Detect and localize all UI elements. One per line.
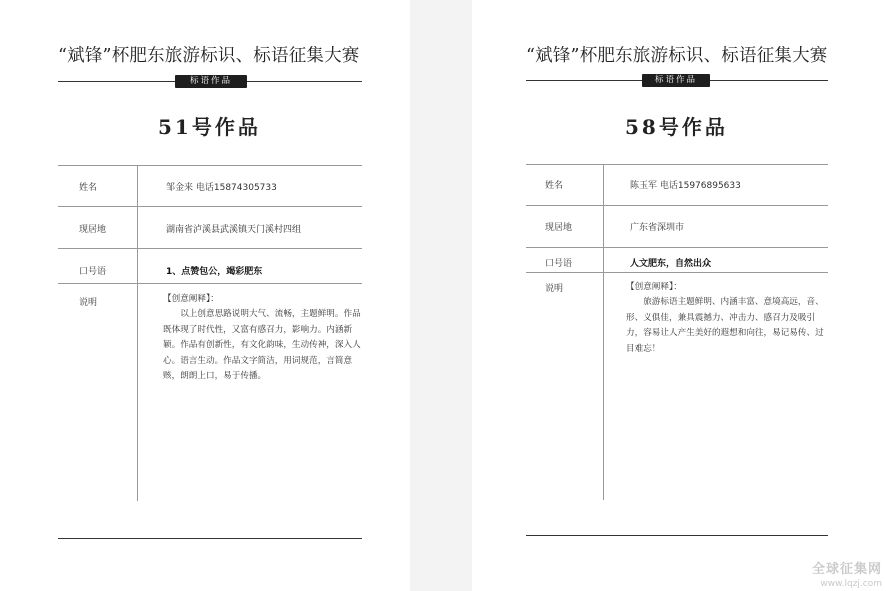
section-badge: 标语作品 [175,75,247,88]
table-top-border [58,165,362,166]
section-badge: 标语作品 [642,74,710,87]
table-row-divider [58,283,362,284]
address-value: 广东省深圳市 [630,223,685,233]
table-column-divider [603,164,604,500]
name-label: 姓名 [79,183,98,193]
note-heading: 【创意阐释】： [626,282,682,292]
entry-sheet-left [0,0,410,591]
table-column-divider [137,165,138,501]
note-description [626,280,826,357]
watermark-title: 全球征集网 [811,562,882,577]
note-heading: 【创意阐释】： [163,294,219,304]
table-row-divider [526,205,828,206]
note-body: 旅游标语主题鲜明、内涵丰富、意境高远，音、形、义俱佳，兼具震撼力、冲击力、感召力及吸引力，容易让人产生美好的遐想和向往，易记易传、过目难忘！ [626,297,824,354]
bottom-rule [58,538,362,539]
entry-number: 58号作品 [625,115,728,139]
entry-sheet-right [472,0,886,591]
slogan-value: 人文肥东，自然出众 [630,259,712,269]
entry-number: 51号作品 [158,115,261,139]
name-value: 陈玉军 电话15976895633 [630,181,741,191]
table-row-divider [526,272,828,273]
table-row-divider [58,248,362,249]
slogan-label: 口号语 [79,267,107,277]
address-label: 现居地 [79,225,107,235]
competition-title: “斌锋”杯肥东旅游标识、标语征集大赛 [526,46,828,66]
name-value: 邹金来 电话15874305733 [166,183,277,193]
slogan-value: 1、点赞包公，竭彩肥东 [166,267,263,277]
address-label: 现居地 [545,223,573,233]
note-label: 说明 [545,284,564,294]
competition-title: “斌锋”杯肥东旅游标识、标语征集大赛 [58,46,360,66]
watermark-url: www.lqzj.com [820,579,882,589]
note-description [163,292,361,384]
note-body: 以上创意思路说明大气、流畅，主题鲜明。作品既体现了时代性，又富有感召力，影响力。内涵新颖。作品有创新性，有文化韵味，生动传神，深入人心。语言生动。作品文字简洁，用词规范，言简意赅，朗朗上口，易于传播。 [163,309,361,382]
name-label: 姓名 [545,181,564,191]
note-label: 说明 [79,298,98,308]
table-row-divider [58,206,362,207]
table-top-border [526,164,828,165]
table-row-divider [526,247,828,248]
slogan-label: 口号语 [545,259,573,269]
bottom-rule [526,535,828,536]
address-value: 湖南省泸溪县武溪镇天门溪村四组 [166,225,302,235]
